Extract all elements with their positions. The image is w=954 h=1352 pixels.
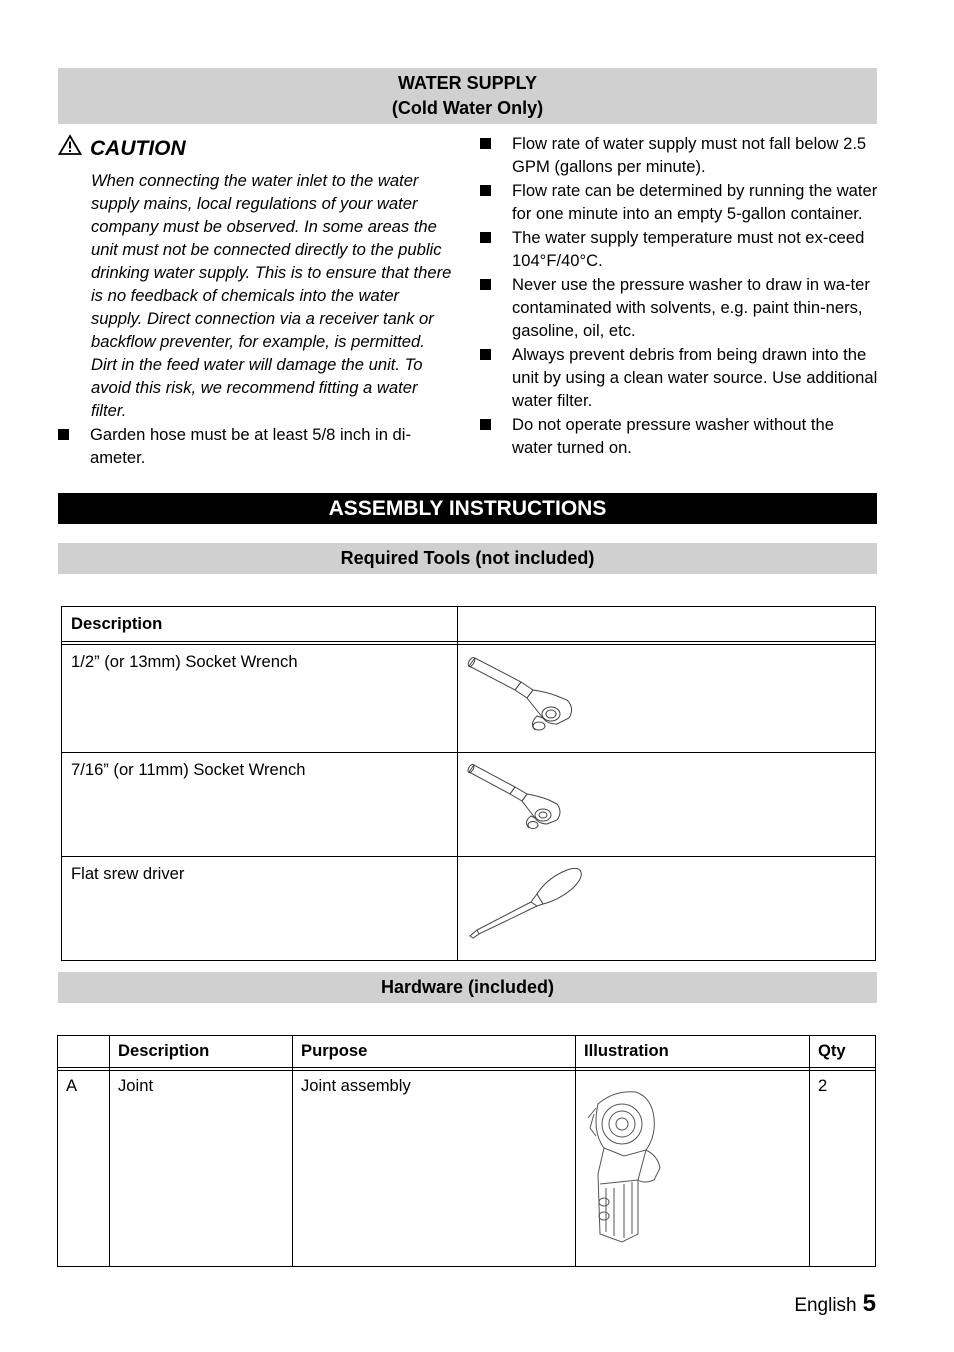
caution-paragraph: When connecting the water inlet to the water supply mains, local regulations of your water company must be observed. In some areas the unit must not be connected directly to the public drinking water supply. This is to ensure that there is no feedback of chemicals into the water supply. Direct connection via a receiver tank or backflow preventer, for example, is permitted.	[91, 171, 452, 351]
left-column	[58, 134, 453, 470]
hardware-header: Hardware (included)	[58, 972, 877, 1003]
water-supply-header	[58, 68, 877, 124]
list-item: Never use the pressure washer to draw in wa-ter contaminated with solvents, e.g. paint thin-ners, gasoline, oil, etc.	[480, 273, 878, 342]
tool-description: Flat srew driver	[62, 857, 458, 961]
hardware-qty: 2	[810, 1071, 876, 1267]
tool-description: 7/16” (or 11mm) Socket Wrench	[62, 753, 458, 857]
list-item: Always prevent debris from being drawn into the unit by using a clean water source. Use additional water filter.	[480, 343, 878, 412]
joint-part-icon	[584, 1234, 664, 1253]
tool-illustration	[458, 645, 876, 753]
square-bullet-icon	[480, 419, 491, 430]
list-item: Do not operate pressure washer without the water turned on.	[480, 413, 878, 459]
list-item: Flow rate of water supply must not fall below 2.5 GPM (gallons per minute).	[480, 132, 878, 178]
hardware-letter: A	[58, 1071, 110, 1267]
footer-language: English	[794, 1295, 857, 1316]
column-header-illustration	[458, 607, 876, 642]
right-bullet-list	[480, 132, 878, 459]
warning-triangle-icon	[58, 134, 82, 163]
caution-label: CAUTION	[90, 136, 186, 160]
screwdriver-icon	[467, 924, 587, 943]
square-bullet-icon	[58, 429, 69, 440]
required-tools-table	[61, 606, 876, 961]
hardware-description: Joint	[110, 1071, 293, 1267]
hardware-purpose: Joint assembly	[293, 1071, 576, 1267]
square-bullet-icon	[480, 185, 491, 196]
caution-paragraph: Dirt in the feed water will damage the unit. To avoid this risk, we recommend fitting a water filter.	[91, 355, 423, 420]
table-row	[58, 1071, 876, 1267]
square-bullet-icon	[480, 279, 491, 290]
tool-illustration	[458, 857, 876, 961]
square-bullet-icon	[480, 232, 491, 243]
list-item: Garden hose must be at least 5/8 inch in di-ameter.	[58, 423, 453, 469]
page-number: 5	[862, 1290, 876, 1317]
table-row	[62, 753, 876, 857]
square-bullet-icon	[480, 138, 491, 149]
list-item: Flow rate can be determined by running the water for one minute into an empty 5-gallon container.	[480, 179, 878, 225]
tool-illustration	[458, 753, 876, 857]
square-bullet-icon	[480, 349, 491, 360]
right-column	[480, 132, 878, 460]
table-header-row	[62, 607, 876, 642]
table-header-row	[58, 1036, 876, 1068]
column-header-purpose: Purpose	[293, 1036, 576, 1068]
list-item: The water supply temperature must not ex-ceed 104°F/40°C.	[480, 226, 878, 272]
left-bullet-list	[58, 423, 453, 469]
table-row	[62, 645, 876, 753]
required-tools-header: Required Tools (not included)	[58, 543, 877, 574]
water-supply-title: WATER SUPPLY	[397, 73, 538, 93]
table-row	[62, 857, 876, 961]
page-footer	[794, 1290, 876, 1318]
column-header-letter	[58, 1036, 110, 1068]
tool-description: 1/2” (or 13mm) Socket Wrench	[62, 645, 458, 753]
column-header-description: Description	[110, 1036, 293, 1068]
caution-heading	[58, 134, 453, 163]
hardware-table	[57, 1035, 876, 1267]
column-header-illustration: Illustration	[576, 1036, 810, 1068]
water-supply-subtitle: (Cold Water Only)	[391, 98, 544, 118]
socket-wrench-icon	[467, 717, 582, 736]
socket-wrench-icon	[467, 817, 572, 836]
assembly-instructions-header: ASSEMBLY INSTRUCTIONS	[58, 493, 877, 524]
caution-text	[58, 169, 453, 422]
hardware-illustration	[576, 1071, 810, 1267]
column-header-qty: Qty	[810, 1036, 876, 1068]
column-header-description: Description	[62, 607, 458, 642]
